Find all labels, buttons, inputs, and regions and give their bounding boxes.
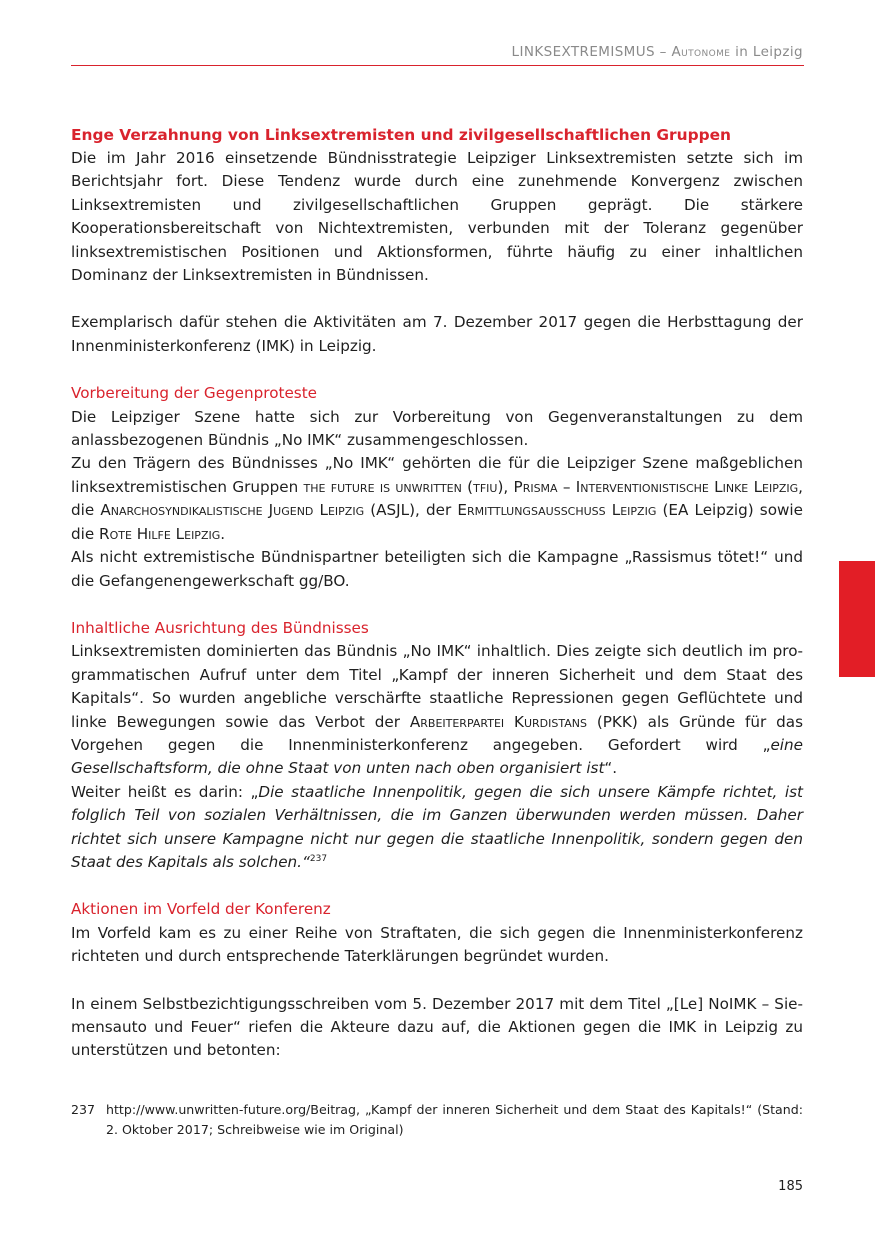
org-tfiu: the future is unwritten: [303, 477, 462, 496]
header-title-sub-rest: in Leipzig: [730, 44, 803, 60]
intro-paragraph-1: Die im Jahr 2016 einsetzende Bündnisstrategie Leipziger Linksextremisten setzte sich im Berichtsjahr fort. Diese Tendenz wurde durch eine zunehmende Konvergenz zwischen Linksextremisten und zivilgesellschaftlichen Gruppen geprägt. Die stärkere Kooperationsbereitschaft von Nichtextremisten, verbunden mit der Toleranz gegenüber linksextremistischen Positionen und Aktionsformen, führte häufig zu einer inhaltlichen Dominanz der Linksextremisten in Bündnissen.: [71, 149, 803, 285]
section2-paragraph-1: Linksextremisten dominierten das Bündnis „No IMK“ inhaltlich. Dies zeigte sich deutlich im programmatischen Aufruf unter dem Titel „Kampf der inneren Sicherheit und dem Staat des Kapitals“. So wurden angebliche verschärfte staatliche Repressionen gegen Geflüchtete und linke Bewegungen sowie das Verbot der Arbeiterpartei Kurdistans (PKK) als Gründe für das Vorgehen gegen die Innenministerkonferenz angegeben. Gefordert wird „eine Gesellschaftsform, die ohne Staat von unten nach oben organisiert ist“.: [71, 642, 804, 778]
page-number: 185: [778, 1179, 803, 1194]
section1-paragraph-3: Als nicht extremistische Bündnispartner beteiligten sich die Kampagne „Rassismus tötet!“ und die Gefangenengewerkschaft gg/BO.: [71, 548, 803, 590]
section3-paragraph-2: In einem Selbstbezichtigungsschreiben vom 5. Dezember 2017 mit dem Titel „[Le] NoIMK – Siemensauto und Feuer“ riefen die Akteure dazu auf, die Aktionen gegen die IMK in Leipzig zu unterstützen und betonten:: [71, 994, 803, 1060]
section-heading-orientation: Inhaltliche Ausrichtung des Bündnisses: [71, 618, 369, 637]
section-heading-preparation: Vorbereitung der Gegenproteste: [71, 384, 318, 403]
header-title-sub-smallcaps: Autonome: [671, 44, 731, 60]
chapter-tab-marker: [839, 561, 875, 677]
org-prisma: Prisma – Interventionistische Linke Leipzig: [513, 477, 799, 496]
header-title-main: LINKSEXTREMISMUS: [511, 44, 655, 60]
section1-paragraph-1: Die Leipziger Szene hatte sich zur Vorbereitung von Gegenveranstaltungen zu dem anlassbezogenen Bündnis „No IMK“ zusammengeschlossen.: [71, 407, 803, 450]
footnote: [71, 1100, 803, 1140]
org-ea-leipzig: Ermittlungsausschuss Leipzig: [457, 501, 657, 520]
page-content: [71, 124, 803, 1063]
org-rote-hilfe: Rote Hilfe Leipzig: [99, 524, 221, 543]
quote-gesellschaftsform: eine Gesellschaftsform, die ohne Staat von unten nach oben organisiert ist: [71, 735, 803, 778]
running-header: [512, 44, 803, 60]
header-separator: –: [654, 44, 672, 60]
footnote-reference[interactable]: 237: [309, 853, 328, 864]
section1-paragraph-2: Zu den Trägern des Bündnisses „No IMK“ gehörten die für die Leipziger Szene maßgeblichen linksextremistischen Gruppen the future is unwritten (tfiu), Prisma – Interventionistische Linke Leipzig, die Anarchosyndikalistische Jugend Leipzig (ASJL), der Ermittlungsausschuss Leipzig (EA Leipzig) sowie die Rote Hilfe Leipzig.: [71, 454, 803, 543]
org-tfiu-abbr: tfiu: [473, 477, 498, 496]
section2-paragraph-2: Weiter heißt es darin: „Die staatliche Innenpolitik, gegen die sich unsere Kämpfe richtet, ist folglich Teil von sozialen Verhältnissen, die im Ganzen überwunden werden müssen. Daher richtet sich unsere Kampagne nicht nur gegen die staatliche Innenpolitik, sondern gegen den Staat des Kapitals als solchen.“$^{237}$: [71, 782, 803, 871]
header-rule: [71, 65, 804, 66]
org-pkk: Arbeiterpartei Kurdistans: [409, 712, 587, 731]
footnote-text: http://www.unwritten-future.org/Beitrag, „Kampf der inneren Sicherheit und dem Staat des Kapitals!“ (Stand: 2. Oktober 2017; Schreibweise wie im Original): [106, 1102, 803, 1137]
section-heading-actions: Aktionen im Vorfeld der Konferenz: [71, 900, 331, 919]
page-title: Enge Verzahnung von Linksextremisten und zivilgesellschaftlichen Gruppen: [71, 126, 732, 144]
intro-paragraph-2: Exemplarisch dafür stehen die Aktivitäten am 7. Dezember 2017 gegen die Herbsttagung der Innenministerkonferenz (IMK) in Leipzig.: [71, 313, 803, 355]
quote-innenpolitik: Die staatliche Innenpolitik, gegen die sich unsere Kämpfe richtet, ist folglich Teil von sozialen Verhältnissen, die im Ganzen überwunden werden müssen. Daher richtet sich unsere Kampagne nicht nur gegen die staatliche Innenpolitik, sondern gegen den Staat des Kapitals als solchen.: [71, 782, 803, 871]
org-asjl: Anarchosyndikalistische Jugend Leipzig: [100, 501, 365, 520]
section3-paragraph-1: Im Vorfeld kam es zu einer Reihe von Straftaten, die sich gegen die Innenministerkonferenz richteten und durch entsprechende Taterklärungen begründet wurden.: [71, 923, 803, 966]
footnote-number: 237: [71, 1102, 96, 1117]
